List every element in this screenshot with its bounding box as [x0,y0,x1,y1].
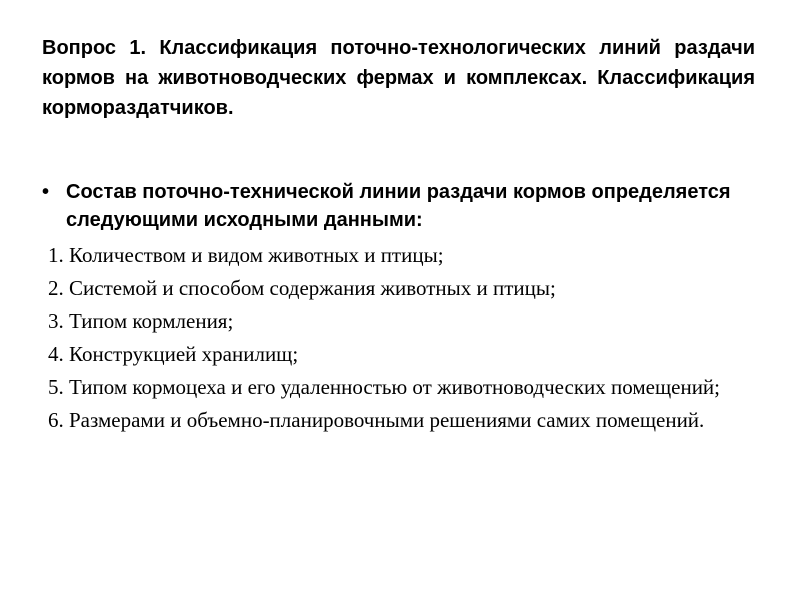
list-item-5: 5. Типом кормоцеха и его удаленностью от животноводческих помещений; [48,375,720,399]
list-item-2: 2. Системой и способом содержания животных и птицы; [48,276,556,300]
list-item-4: 4. Конструкцией хранилищ; [48,342,299,366]
list-item-3: 3. Типом кормления; [48,309,234,333]
list-item-1: 1. Количеством и видом животных и птицы; [48,243,444,267]
numbered-list [36,242,766,434]
slide-title: Вопрос 1. Классификация поточно-технологических линий раздачи кормов на животноводческих фермах и комплексах. Классификация кормораздатчиков. [42,37,755,119]
bullet-text: Состав поточно-технической линии раздачи кормов определяется следующими исходными данными: [66,181,731,231]
bullet-marker: • [42,181,50,203]
slide-content [36,178,766,440]
list-item-6: 6. Размерами и объемно-планировочными решениями самих помещений. [48,408,705,432]
bullet-item [36,178,766,234]
